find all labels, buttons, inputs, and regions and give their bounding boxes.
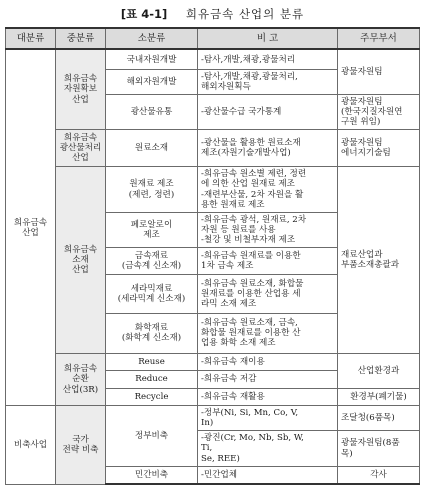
header-note: 비 고 (198, 28, 338, 49)
table-caption (0, 6, 425, 22)
sub-cell: 정부비축 (106, 406, 198, 466)
note-cell: -탐사,개발,채광,광물처리, 해외자원획득 (198, 70, 338, 95)
dept-cell: 광물자원팀 (338, 49, 420, 95)
header-major: 대분류 (6, 28, 56, 49)
header-row (6, 28, 420, 49)
table-row (6, 129, 420, 166)
header-mid: 중분류 (56, 28, 106, 49)
note-cell: -희유금속 재이용 (198, 353, 338, 371)
note-cell: -희유금속 광석, 원재료, 2차 자원 등 원료를 사용 -철강 및 비철부자재 제조 (198, 212, 338, 247)
note-cell: -희유금속 원료소재, 화합물 원재료를 이용한 산업용 세 라믹 소재 제조 (198, 274, 338, 313)
note-cell: -광산물을 활용한 원료소재 제조(자원기술개발사업) (198, 129, 338, 166)
dept-cell: 광물자원팀 에너지기술팀 (338, 129, 420, 166)
sub-cell: 금속재료 (금속계 신소재) (106, 247, 198, 274)
header-dept: 주무부서 (338, 28, 420, 49)
mid-resource-securing: 희유금속 자원확보 산업 (56, 49, 106, 129)
dept-cell: 재료산업과 부품소재총괄과 (338, 167, 420, 353)
sub-cell: Reduce (106, 371, 198, 389)
dept-cell: 각사 (338, 466, 420, 484)
dept-cell: 환경부(폐기물) (338, 388, 420, 406)
note-cell: -민간업체 (198, 466, 338, 484)
sub-cell: 세라믹재료 (세라믹계 신소재) (106, 274, 198, 313)
sub-cell: Reuse (106, 353, 198, 371)
sub-cell: 광산물유통 (106, 95, 198, 130)
header-sub: 소분류 (106, 28, 198, 49)
table-row (6, 353, 420, 371)
table-row (6, 167, 420, 213)
note-cell: -희유금속 원재료를 이용한 1차 금속 제조 (198, 247, 338, 274)
note-cell: -탐사,개발,채광,광물처리 (198, 49, 338, 70)
mid-material-industry: 희유금속 소재 산업 (56, 167, 106, 353)
sub-cell: 원료소재 (106, 129, 198, 166)
mid-recycling-industry: 희유금속 순환 산업(3R) (56, 353, 106, 406)
note-cell: -광산물수급 국가통계 (198, 95, 338, 130)
sub-cell: 국내자원개발 (106, 49, 198, 70)
dept-cell: 광물자원팀 (한국지질자원연 구원 위임) (338, 95, 420, 130)
mid-mineral-processing: 희유금속 광산물처리 산업 (56, 129, 106, 166)
sub-cell: 해외자원개발 (106, 70, 198, 95)
note-cell: -정부(Ni, Si, Mn, Co, V, In) (198, 406, 338, 431)
note-cell: -희유금속 원료소재, 금속, 화합물 원재료를 이용한 산 업용 화학 소재 제조 (198, 314, 338, 353)
table-row (6, 406, 420, 431)
note-cell: -광진(Cr, Mo, Nb, Sb, W, Ti, Se, REE) (198, 431, 338, 466)
sub-cell: 민간비축 (106, 466, 198, 484)
table-title: 희유금속 산업의 분류 (185, 7, 305, 21)
table-row (6, 49, 420, 70)
dept-cell: 산업환경과 (338, 353, 420, 388)
sub-cell: 원재료 제조 (제련, 정련) (106, 167, 198, 213)
note-cell: -희유금속 원소별 제련, 정련 에 의한 산업 원재료 제조 -재련부산물, 2차 자원을 활 용한 원재료 제조 (198, 167, 338, 213)
dept-cell: 광물자원팀(8품 목) (338, 431, 420, 466)
table-number: [표 4-1] (120, 7, 168, 21)
note-cell: -희유금속 저감 (198, 371, 338, 389)
mid-national-strategic-stockpile: 국가 전략 비축 (56, 406, 106, 484)
dept-cell: 조달청(6품목) (338, 406, 420, 431)
major-rare-metal-industry: 희유금속 산업 (6, 49, 56, 406)
sub-cell: Recycle (106, 388, 198, 406)
note-cell: -희유금속 재활용 (198, 388, 338, 406)
classification-table (5, 27, 420, 485)
sub-cell: 화학재료 (화학계 신소재) (106, 314, 198, 353)
sub-cell: 페로알로이 제조 (106, 212, 198, 247)
major-stockpiling: 비축사업 (6, 406, 56, 484)
